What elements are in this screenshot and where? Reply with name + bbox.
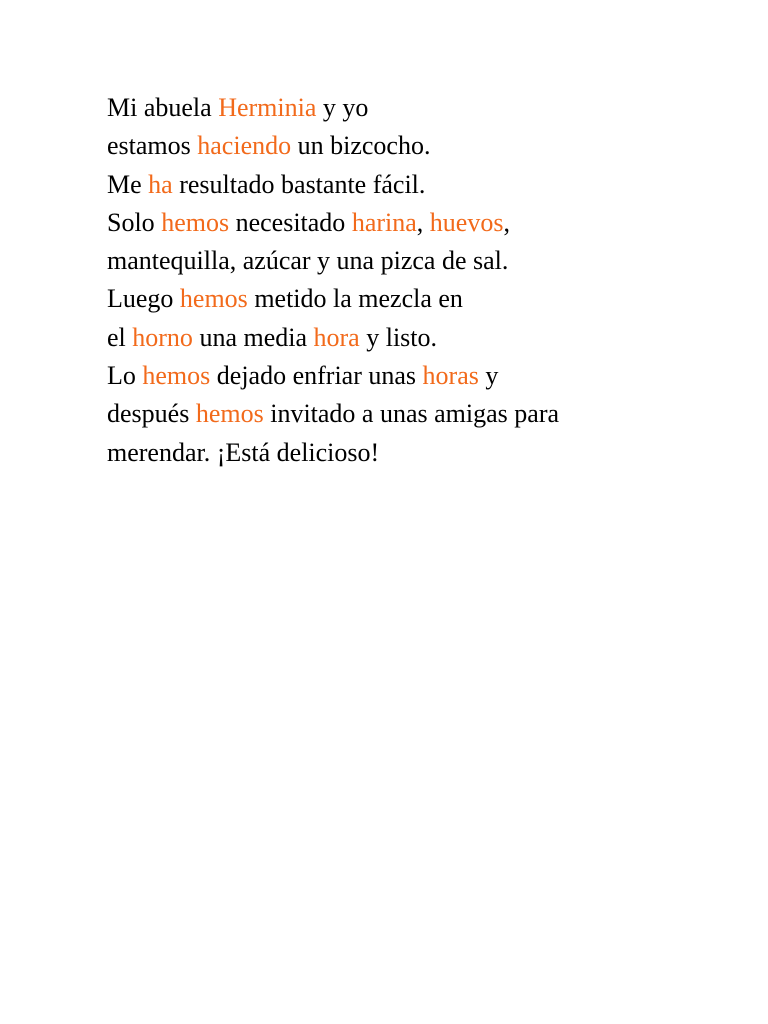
- text-run: Lo: [107, 361, 143, 391]
- text-line: [107, 166, 707, 204]
- text-run: un bizcocho.: [291, 131, 431, 161]
- highlighted-word: haciendo: [197, 131, 292, 161]
- story-paragraph: [107, 89, 707, 472]
- text-line: [107, 319, 707, 357]
- text-run: ,: [416, 207, 430, 237]
- text-line: [107, 127, 707, 165]
- text-run: resultado bastante fácil.: [172, 169, 426, 199]
- text-line: [107, 280, 707, 318]
- text-line: [107, 434, 707, 472]
- highlighted-word: Herminia: [218, 93, 317, 122]
- text-run: invitado a unas amigas para: [263, 399, 560, 429]
- highlighted-word: hemos: [161, 207, 230, 237]
- text-line: [107, 89, 707, 127]
- text-run: y yo: [316, 93, 369, 122]
- text-run: Mi abuela: [107, 93, 219, 122]
- text-line: [107, 204, 707, 242]
- text-run: el: [107, 322, 133, 352]
- text-line: [107, 357, 707, 395]
- text-run: estamos: [107, 131, 198, 161]
- highlighted-word: horno: [132, 322, 193, 352]
- text-run: y: [478, 361, 499, 391]
- text-run: Luego: [107, 284, 180, 314]
- highlighted-word: harina: [351, 207, 417, 237]
- highlighted-word: huevos: [429, 207, 504, 237]
- highlighted-word: hora: [313, 322, 360, 352]
- text-run: necesitado: [229, 207, 352, 237]
- text-run: mantequilla, azúcar y una pizca de sal.: [107, 246, 509, 276]
- text-run: Solo: [107, 207, 162, 237]
- highlighted-word: ha: [148, 169, 173, 199]
- highlighted-word: hemos: [142, 361, 211, 391]
- text-run: Me: [107, 169, 149, 199]
- highlighted-word: hemos: [179, 284, 248, 314]
- text-run: merendar. ¡Está delicioso!: [107, 437, 380, 467]
- highlighted-word: hemos: [195, 399, 264, 429]
- text-run: metido la mezcla en: [247, 284, 463, 314]
- text-run: después: [107, 399, 196, 429]
- text-run: una media: [192, 322, 314, 352]
- highlighted-word: horas: [422, 361, 479, 391]
- text-run: y listo.: [359, 322, 438, 352]
- text-run: ,: [503, 207, 510, 237]
- text-line: [107, 395, 707, 433]
- text-line: [107, 242, 707, 280]
- text-run: dejado enfriar unas: [210, 361, 423, 391]
